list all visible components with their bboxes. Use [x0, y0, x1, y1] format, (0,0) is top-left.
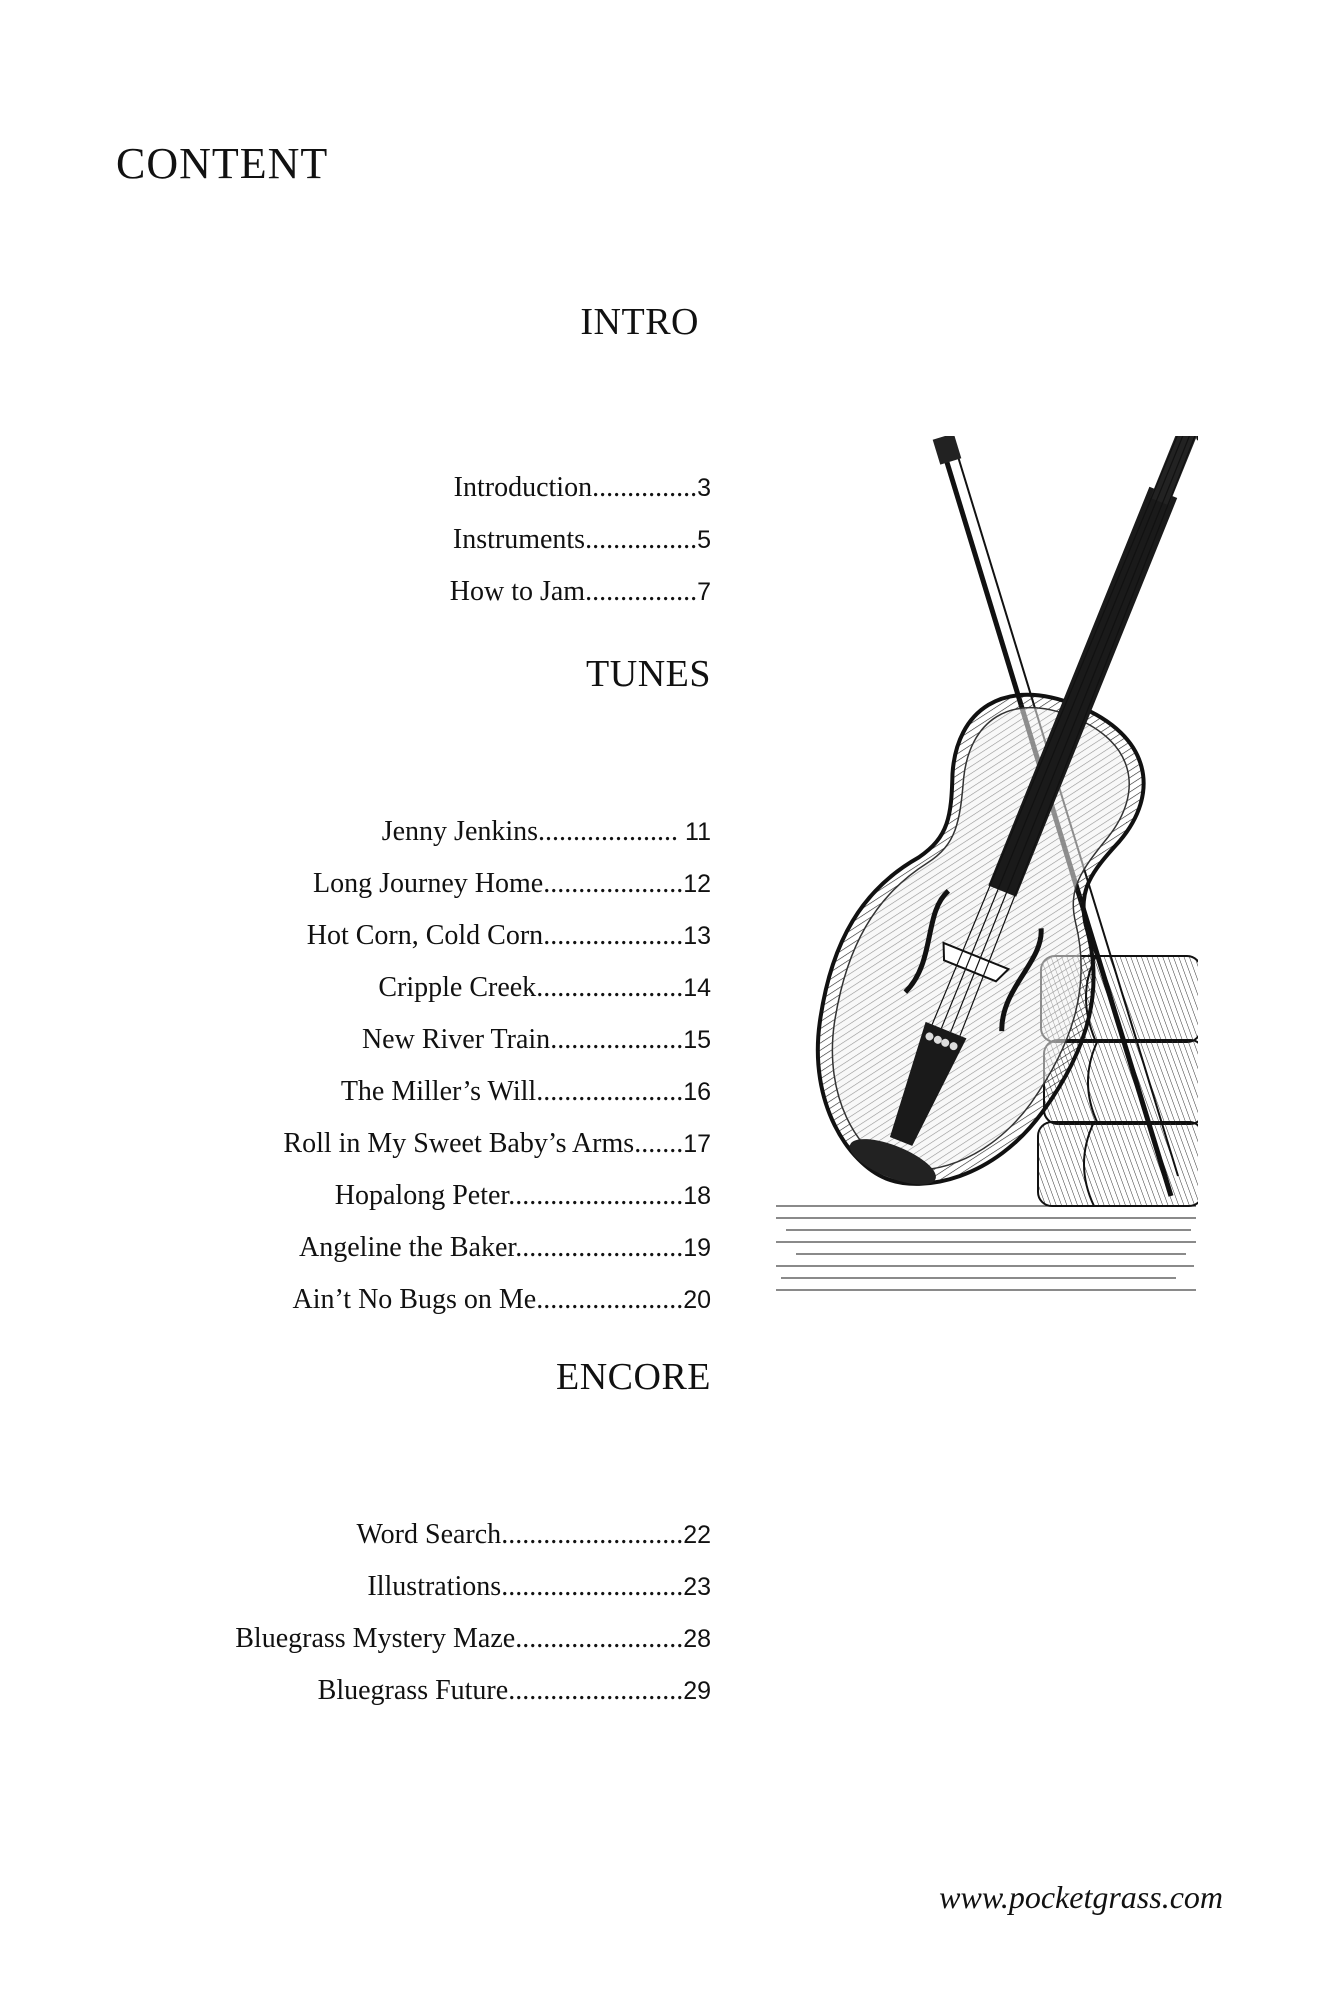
toc-entry-title: Introduction: [453, 472, 593, 503]
toc-entry-page-number: 14: [683, 974, 711, 1002]
toc-entry-leader: ....................: [543, 920, 684, 951]
toc-entry-title: Cripple Creek: [378, 972, 537, 1003]
toc-entry-title: Hopalong Peter: [334, 1180, 509, 1211]
toc-entry-page-number: 7: [697, 578, 711, 606]
toc-entry-title: Jenny Jenkins: [381, 816, 539, 847]
tunes-section: [71, 652, 711, 1326]
toc-entry-leader: ...............: [592, 472, 698, 503]
toc-entry-leader: ................: [585, 576, 698, 607]
toc-entry-page-number: 13: [683, 922, 711, 950]
toc-entry-title: Angeline the Baker: [299, 1232, 516, 1263]
toc-entry-title: Bluegrass Future: [317, 1675, 509, 1706]
toc-entry-page-number: 18: [683, 1182, 711, 1210]
toc-entry: [71, 806, 711, 858]
toc-entry-page-number: 22: [683, 1521, 711, 1549]
toc-entry-page-number: 17: [683, 1130, 711, 1158]
toc-entry-title: Roll in My Sweet Baby’s Arms: [283, 1128, 635, 1159]
page-title: CONTENT: [116, 139, 329, 188]
violin-illustration: [776, 436, 1198, 1296]
toc-entry-title: Illustrations: [367, 1571, 502, 1602]
toc-entry-page-number: 20: [683, 1286, 711, 1314]
toc-entry-page-number: 16: [683, 1078, 711, 1106]
toc-entry: [71, 910, 711, 962]
intro-section: [71, 300, 711, 618]
toc-entry: [71, 1561, 711, 1613]
toc-entry-page-number: 5: [697, 526, 711, 554]
toc-entry-leader: ....................: [543, 868, 684, 899]
toc-entry-title: Bluegrass Mystery Maze: [235, 1623, 516, 1654]
toc-entry-title: Hot Corn, Cold Corn: [306, 920, 544, 951]
toc-entry-page-number: 19: [683, 1234, 711, 1262]
toc-entry-leader: ..........................: [501, 1519, 684, 1550]
toc-entry-leader: ................: [585, 524, 698, 555]
toc-entry-page-number: 3: [697, 474, 711, 502]
toc-entry-leader: .....................: [536, 1284, 684, 1315]
toc-entry: [71, 1014, 711, 1066]
toc-entry-page-number: 28: [683, 1625, 711, 1653]
toc-entry-leader: .........................: [508, 1180, 684, 1211]
toc-entry-leader: ........................: [515, 1232, 684, 1263]
toc-entry-title: The Miller’s Will: [340, 1076, 537, 1107]
toc-entry-page-number: 29: [683, 1677, 711, 1705]
toc-entry: [71, 1274, 711, 1326]
toc-entry-leader: .........................: [508, 1675, 684, 1706]
toc-entry-leader: .....................: [536, 1076, 684, 1107]
tunes-heading: TUNES: [586, 653, 711, 695]
toc-entry: [71, 1170, 711, 1222]
toc-entry-title: How to Jam: [449, 576, 586, 607]
toc-entry: [71, 462, 711, 514]
toc-entry-title: Instruments: [452, 524, 586, 555]
toc-entry: [71, 1222, 711, 1274]
toc-entry: [71, 566, 711, 618]
intro-heading: INTRO: [580, 301, 699, 343]
toc-entry-page-number: 11: [685, 818, 711, 846]
tunes-list: [71, 806, 711, 1326]
toc-entry-page-number: 12: [683, 870, 711, 898]
toc-entry-leader: ....................: [538, 816, 686, 847]
toc-entry-leader: ..........................: [501, 1571, 684, 1602]
encore-heading: ENCORE: [556, 1356, 711, 1398]
toc-entry-title: Word Search: [356, 1519, 502, 1550]
toc-entry-title: Ain’t No Bugs on Me: [292, 1284, 537, 1315]
toc-entry-page-number: 23: [683, 1573, 711, 1601]
toc-entry: [71, 962, 711, 1014]
toc-entry-title: New River Train: [361, 1024, 551, 1055]
toc-entry: [71, 1118, 711, 1170]
toc-entry-leader: .....................: [536, 972, 684, 1003]
toc-entry: [71, 514, 711, 566]
intro-list: [71, 462, 711, 618]
toc-entry-page-number: 15: [683, 1026, 711, 1054]
encore-list: [71, 1509, 711, 1717]
toc-entry-leader: .......: [634, 1128, 684, 1159]
toc-entry: [71, 858, 711, 910]
footer-website-url: www.pocketgrass.com: [939, 1879, 1223, 1915]
encore-section: [71, 1355, 711, 1717]
toc-entry-title: Long Journey Home: [313, 868, 544, 899]
violin-bow-books-icon: [776, 436, 1198, 1296]
toc-entry: [71, 1613, 711, 1665]
toc-entry: [71, 1066, 711, 1118]
toc-entry-leader: ........................: [515, 1623, 684, 1654]
toc-entry: [71, 1509, 711, 1561]
toc-entry-leader: ...................: [550, 1024, 684, 1055]
toc-entry: [71, 1665, 711, 1717]
